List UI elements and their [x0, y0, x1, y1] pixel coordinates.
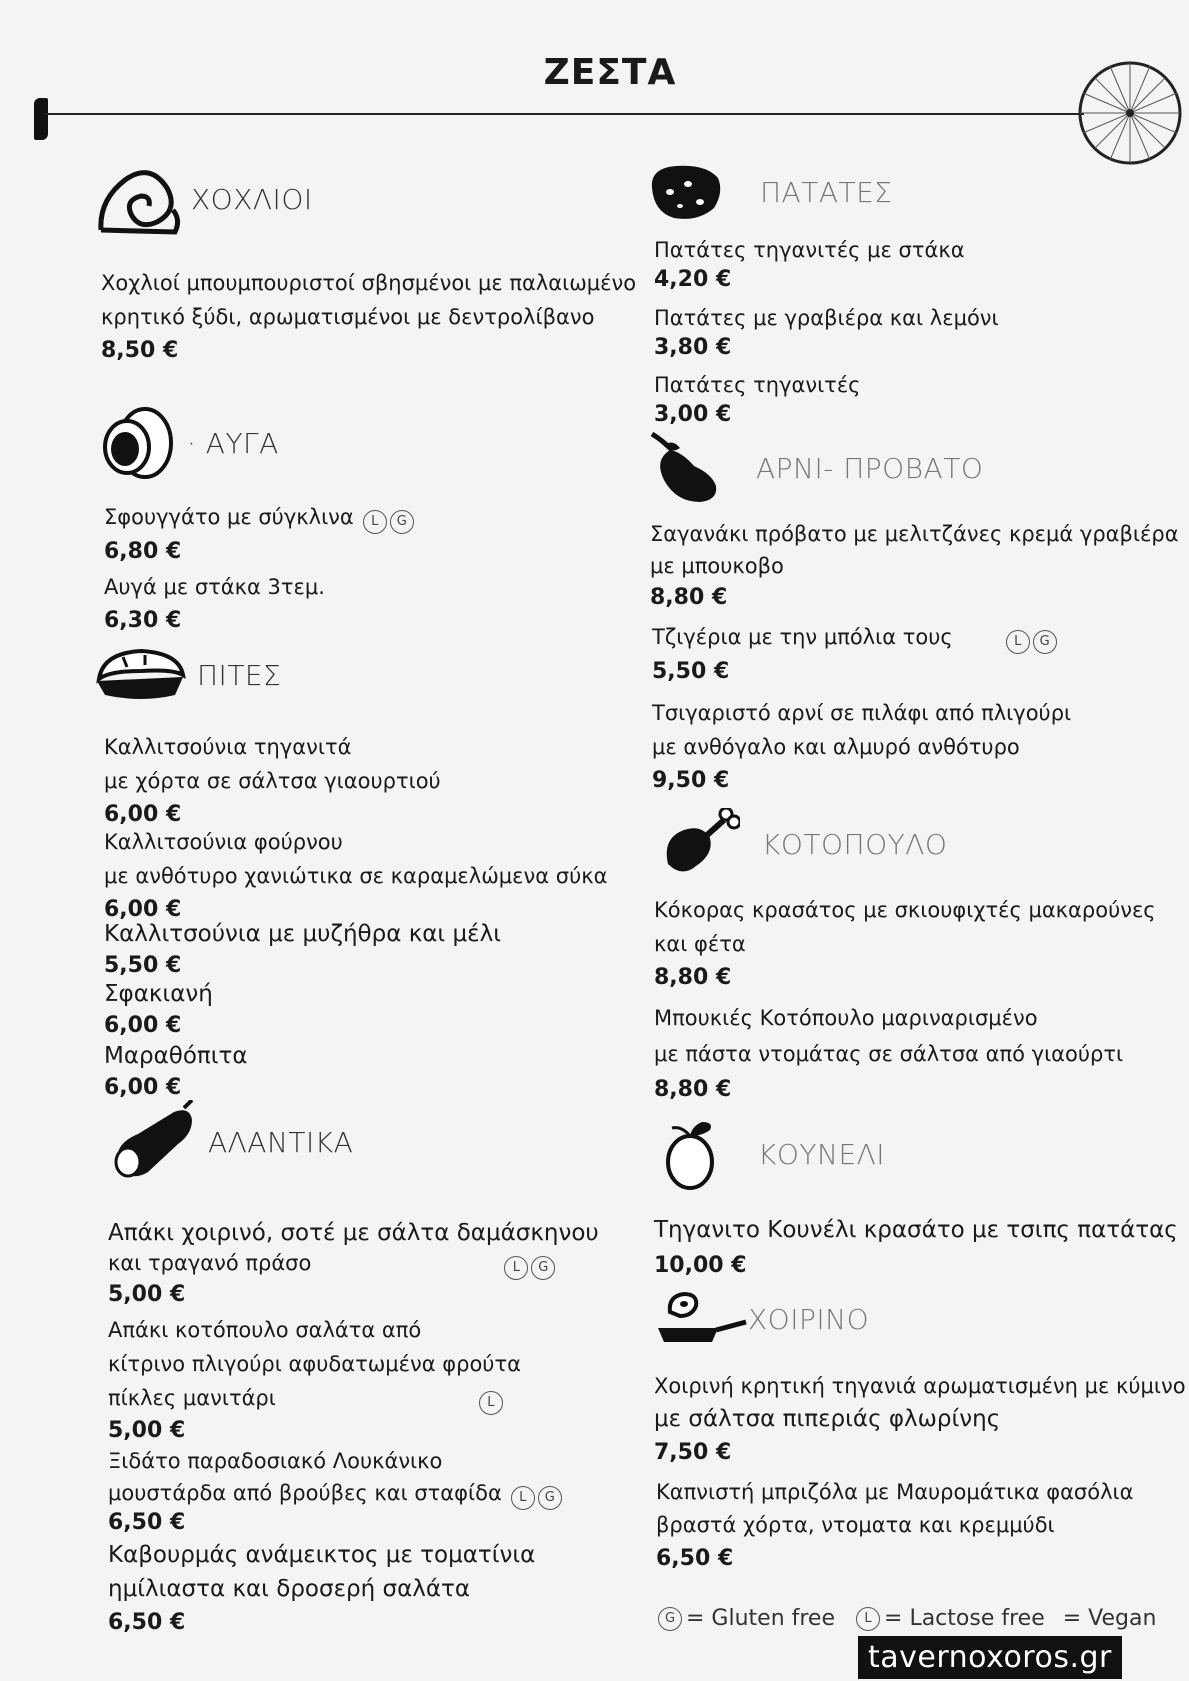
- legend-vegan-label: = Vegan: [1062, 1606, 1157, 1631]
- section-title: ΚΟΤΟΠΟΥΛΟ: [762, 827, 948, 861]
- potato-icon: [648, 162, 724, 222]
- section-title: ΧΟΙΡΙΝΟ: [748, 1302, 870, 1336]
- dietary-legend: [655, 1606, 1174, 1631]
- menu-item: Χοιρινή κρητική τηγανιά αρωματισμένη με κύμινο με σάλτσα πιπεριάς φλωρίνης 7,50 €: [654, 1370, 1186, 1469]
- price: 3,00 €: [654, 402, 732, 427]
- menu-item: Κόκορας κρασάτος με σκιουφιχτές μακαρούνες και φέτα 8,80 €: [654, 893, 1156, 995]
- pie-icon: [93, 645, 187, 705]
- price: 8,80 €: [654, 1077, 732, 1102]
- menu-item: Χοχλιοί μπουμπουριστοί σβησμένοι με παλαιωμένο κρητικό ξύδι, αρωματισμένοι με δεντρολίβανο 8,50 €: [101, 266, 636, 368]
- menu-item: Απάκι χοιρινό, σοτέ με σάλτα δαμάσκηνου και τραγανό πράσο L G 5,00 €: [108, 1218, 599, 1310]
- section-potatoes: [648, 162, 892, 222]
- lactose-free-icon: L: [511, 1486, 535, 1510]
- menu-item: Αυγά με στάκα 3τεμ. 6,30 €: [104, 570, 325, 638]
- price: 6,00 €: [104, 897, 182, 922]
- drumstick-icon: [660, 808, 740, 880]
- section-title: ΠΑΤΑΤΕΣ: [760, 175, 893, 209]
- price: 3,80 €: [654, 335, 732, 360]
- gluten-free-icon: G: [531, 1256, 555, 1280]
- price: 6,30 €: [104, 608, 182, 633]
- menu-item: Σφουγγάτο με σύγκλινα L G 6,80 €: [104, 500, 414, 569]
- section-eggs: [101, 405, 279, 481]
- section-pork: [656, 1290, 869, 1348]
- menu-item: Τηγανιτο Κουνέλι κρασάτο με τσιπς πατάτας 10,00 €: [654, 1212, 1178, 1284]
- watermark: tavernoxoros.gr: [858, 1636, 1122, 1679]
- menu-item: Πατάτες τηγανιτές με στάκα 4,20 €: [654, 235, 965, 295]
- price: 6,80 €: [104, 539, 182, 564]
- menu-item: Καβουρμάς ανάμεικτος με τοματίνια ημίλιαστα και δροσερή σαλάτα 6,50 €: [108, 1538, 535, 1640]
- price: 6,00 €: [104, 802, 182, 827]
- price: 5,00 €: [108, 1281, 186, 1307]
- menu-item: Καλλιτσούνια τηγανιτά με χόρτα σε σάλτσα γιαουρτιού 6,00 €: [104, 730, 441, 832]
- lactose-free-icon: L: [479, 1391, 503, 1415]
- menu-item: Τζιγέρια με την μπόλια τους L G 5,50 €: [652, 620, 1057, 689]
- gluten-free-icon: G: [390, 510, 414, 534]
- price: 6,50 €: [656, 1546, 734, 1571]
- section-title: · ΑΥΓΑ: [187, 426, 279, 460]
- price: 9,50 €: [652, 768, 730, 793]
- eggplant-icon: [650, 430, 720, 506]
- legend-gluten-label: = Gluten free: [686, 1606, 836, 1631]
- section-lamb: [650, 430, 983, 506]
- section-title: ΑΡΝΙ- ΠΡΟΒΑΤΟ: [756, 451, 984, 485]
- gluten-free-icon: G: [1033, 630, 1057, 654]
- menu-item: Πατάτες με γραβιέρα και λεμόνι 3,80 €: [654, 303, 999, 363]
- price: 8,80 €: [654, 965, 732, 990]
- price: 6,00 €: [104, 1013, 182, 1038]
- wheel-icon: [1075, 58, 1185, 168]
- lactose-free-icon: L: [856, 1607, 880, 1631]
- price: 5,50 €: [652, 659, 730, 684]
- menu-item: Σαγανάκι πρόβατο με μελιτζάνες κρεμά γραβιέρα με μπουκοβο 8,80 €: [650, 518, 1179, 614]
- price: 8,50 €: [101, 338, 179, 363]
- lactose-free-icon: L: [504, 1256, 528, 1280]
- section-title: ΚΟΥΝΕΛΙ: [758, 1137, 886, 1171]
- section-chicken: [660, 808, 947, 880]
- menu-item: Ξιδάτο παραδοσιακό Λουκάνικο μουστάρδα από βρούβες και σταφίδα L G 6,50 €: [108, 1445, 562, 1536]
- menu-item: Απάκι κοτόπουλο σαλάτα από κίτρινο πλιγούρι αφυδατωμένα φρούτα πίκλες μανιτάρι L 5,00 €: [108, 1313, 521, 1446]
- menu-item: Πατάτες τηγανιτές 3,00 €: [654, 370, 861, 430]
- lemon-icon: [662, 1116, 718, 1192]
- price: 10,00 €: [654, 1253, 747, 1278]
- price: 4,20 €: [654, 267, 732, 292]
- menu-item: Μαραθόπιτα 6,00 €: [104, 1040, 248, 1104]
- price: 7,50 €: [654, 1440, 732, 1465]
- price: 6,50 €: [108, 1610, 186, 1635]
- pan-icon: [656, 1290, 748, 1348]
- menu-item: Καλλιτσούνια φούρνου με ανθότυρο χανιώτικα σε καραμελώμενα σύκα 6,00 €: [104, 825, 607, 927]
- header-rule: [44, 113, 1084, 115]
- section-pies: [93, 645, 281, 705]
- menu-item: Σφακιανή 6,00 €: [104, 978, 213, 1042]
- price: 6,50 €: [108, 1510, 186, 1535]
- gluten-free-icon: G: [658, 1607, 682, 1631]
- menu-item: Καλλιτσούνια με μυζήθρα και μέλι 5,50 €: [104, 918, 501, 982]
- price: 6,00 €: [104, 1075, 182, 1100]
- egg-icon: [101, 405, 177, 481]
- menu-item: Μπουκιές Κοτόπουλο μαριναρισμένο με πάστα ντομάτας σε σάλτσα από γιαούρτι 8,80 €: [654, 1000, 1123, 1108]
- rule-cap: [34, 98, 48, 140]
- price: 8,80 €: [650, 585, 728, 610]
- section-snails: [95, 160, 313, 238]
- lactose-free-icon: L: [363, 510, 387, 534]
- gluten-free-icon: G: [538, 1486, 562, 1510]
- sausage-icon: [108, 1100, 198, 1184]
- price: 5,50 €: [104, 953, 182, 978]
- page-title: ΖΕΣΤΑ: [543, 52, 677, 93]
- price: 5,00 €: [108, 1418, 186, 1443]
- section-title: ΑΛΑΝΤΙΚΑ: [208, 1125, 354, 1159]
- menu-item: Καπνιστή μπριζόλα με Μαυρομάτικα φασόλια βραστά χόρτα, ντοματα και κρεμμύδι 6,50 €: [656, 1476, 1133, 1575]
- lactose-free-icon: L: [1006, 630, 1030, 654]
- section-title: ΧΟΧΛΙΟΙ: [191, 182, 313, 216]
- menu-item: Τσιγαριστό αρνί σε πιλάφι από πλιγούρι με ανθόγαλο και αλμυρό ανθότυρο 9,50 €: [652, 696, 1071, 798]
- legend-lactose-label: = Lactose free: [884, 1606, 1045, 1631]
- section-cured-meats: [108, 1100, 353, 1184]
- section-title: ΠΙΤΕΣ: [197, 658, 282, 692]
- snail-icon: [95, 160, 181, 238]
- section-rabbit: [662, 1116, 885, 1192]
